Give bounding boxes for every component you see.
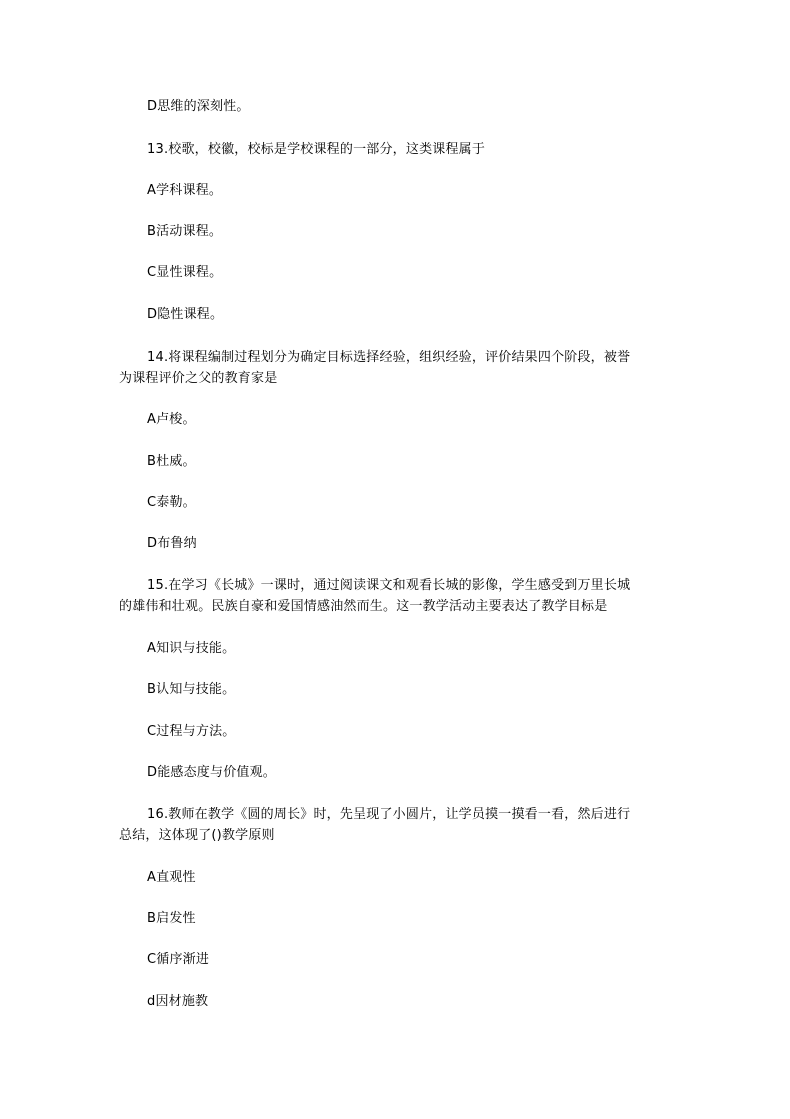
q16-option-d: d因材施教 (147, 994, 209, 1009)
q12-option-d: D思维的深刻性。 (147, 99, 250, 114)
q13-option-c: C显性课程。 (147, 265, 223, 280)
q16-stem-line2: 总结，这体现了()教学原则 (119, 828, 275, 843)
q16-option-c: C循序渐进 (147, 952, 210, 967)
q15-stem-line2: 的雄伟和壮观。民族自豪和爱国情感油然而生。这一教学活动主要表达了教学目标是 (119, 599, 608, 614)
q14-option-a: A卢梭。 (147, 412, 196, 427)
q13-stem: 13.校歌，校徽，校标是学校课程的一部分，这类课程属于 (147, 142, 486, 157)
q14-option-c: C泰勒。 (147, 495, 196, 510)
q13-option-a: A学科课程。 (147, 183, 223, 198)
q14-stem-line2: 为课程评价之父的教育家是 (119, 371, 278, 386)
q15-option-c: C过程与方法。 (147, 724, 236, 739)
q15-option-b: B认知与技能。 (147, 682, 236, 697)
q13-option-b: B活动课程。 (147, 224, 223, 239)
q13-option-d: D隐性课程。 (147, 307, 224, 322)
q14-option-d: D布鲁纳 (147, 536, 197, 551)
q16-stem-line1: 16.教师在教学《圆的周长》时，先呈现了小圆片，让学员摸一摸看一看，然后进行 (147, 807, 631, 822)
q14-option-b: B杜威。 (147, 454, 196, 469)
q15-option-d: D能感态度与价值观。 (147, 765, 277, 780)
q14-stem-line1: 14.将课程编制过程划分为确定目标选择经验，组织经验，评价结果四个阶段，被誉 (147, 350, 631, 365)
q16-option-b: B启发性 (147, 911, 196, 926)
q16-option-a: A直观性 (147, 870, 196, 885)
q15-stem-line1: 15.在学习《长城》一课时，通过阅读课文和观看长城的影像，学生感受到万里长城 (147, 578, 631, 593)
q15-option-a: A知识与技能。 (147, 641, 236, 656)
